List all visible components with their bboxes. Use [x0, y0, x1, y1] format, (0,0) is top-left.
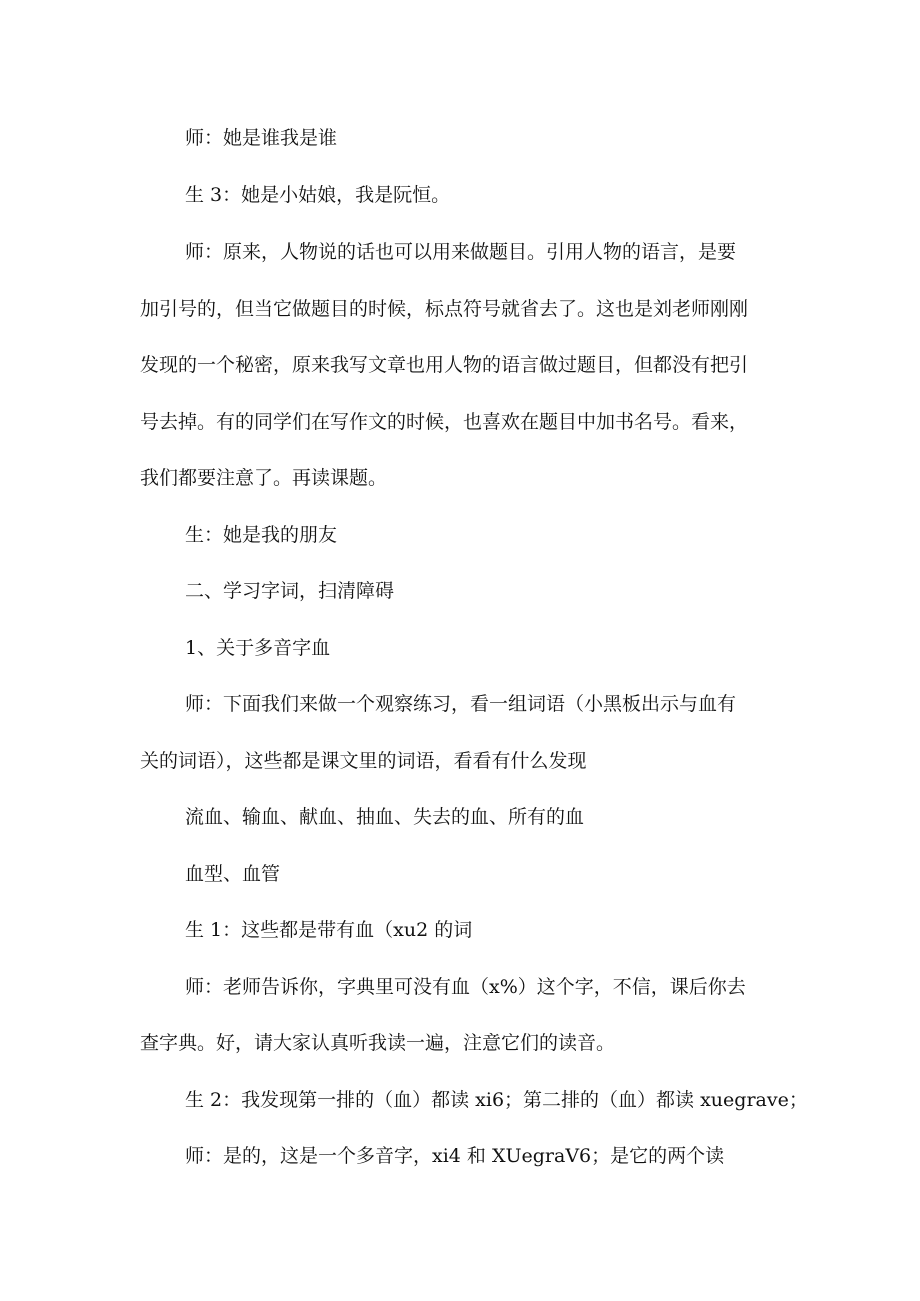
paragraph-line: 生 2：我发现第一排的（血）都读 xi6；第二排的（血）都读 xuegrave；	[185, 1089, 808, 1111]
paragraph-line: 师：老师告诉你，字典里可没有血（x%）这个字，不信，课后你去	[185, 976, 746, 998]
paragraph-line: 发现的一个秘密，原来我写文章也用人物的语言做过题目，但都没有把引	[140, 354, 749, 376]
paragraph-line: 生 1：这些都是带有血（xu2 的词	[185, 919, 473, 941]
paragraph-line: 流血、输血、献血、抽血、失去的血、所有的血	[185, 806, 585, 828]
paragraph-line: 师：是的，这是一个多音字，xi4 和 XUegraV6；是它的两个读	[185, 1145, 725, 1167]
paragraph-line: 师：原来，人物说的话也可以用来做题目。引用人物的语言，是要	[185, 241, 737, 263]
paragraph-line: 关的词语），这些都是课文里的词语，看看有什么发现	[140, 750, 587, 772]
section-heading: 二、学习字词，扫清障碍	[185, 580, 395, 602]
paragraph-line: 生：她是我的朋友	[185, 524, 338, 546]
paragraph-line: 号去掉。有的同学们在写作文的时候，也喜欢在题目中加书名号。看来，	[140, 411, 749, 433]
paragraph-line: 师：她是谁我是谁	[185, 127, 338, 149]
paragraph-line: 师：下面我们来做一个观察练习，看一组词语（小黑板出示与血有	[185, 693, 737, 715]
paragraph-line: 查字典。好，请大家认真听我读一遍，注意它们的读音。	[140, 1032, 616, 1054]
paragraph-line: 血型、血管	[185, 863, 281, 885]
subsection-heading: 1、关于多音字血	[185, 637, 331, 659]
paragraph-line: 生 3：她是小姑娘，我是阮恒。	[185, 184, 451, 206]
paragraph-line: 加引号的，但当它做题目的时候，标点符号就省去了。这也是刘老师刚刚	[140, 298, 749, 320]
paragraph-line: 我们都要注意了。再读课题。	[140, 467, 388, 489]
